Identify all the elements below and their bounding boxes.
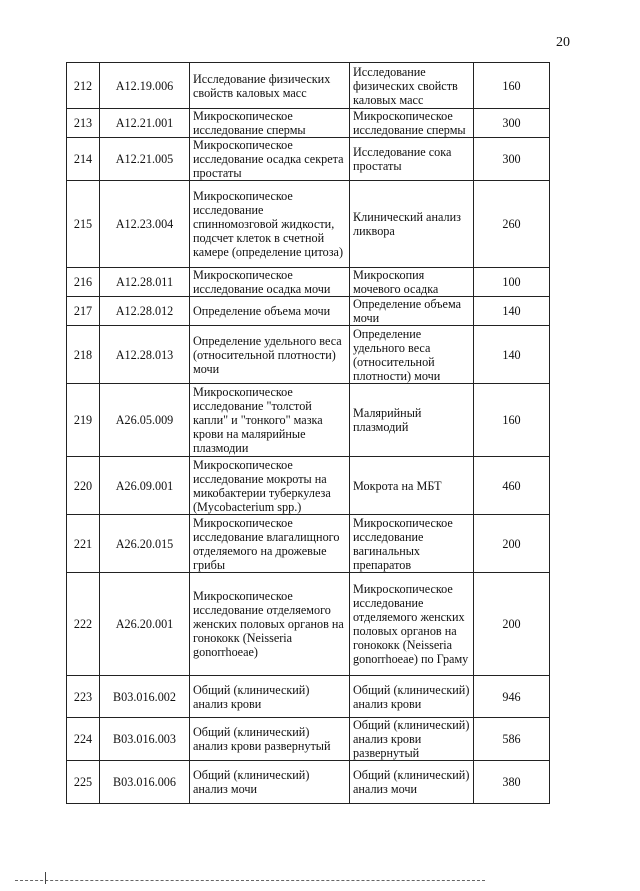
row-number: 212	[67, 63, 100, 109]
service-code: A12.23.004	[100, 181, 190, 268]
table-row	[67, 268, 550, 297]
row-number: 225	[67, 761, 100, 804]
row-number: 223	[67, 676, 100, 718]
row-number: 222	[67, 573, 100, 676]
service-name: Общий (клинический) анализ крови развернутый	[190, 718, 350, 761]
service-description: Исследование сока простаты	[350, 138, 474, 181]
service-code: A26.05.009	[100, 384, 190, 457]
service-code: A12.28.012	[100, 297, 190, 326]
table-row	[67, 63, 550, 109]
service-code: A26.09.001	[100, 457, 190, 515]
service-description: Определение объема мочи	[350, 297, 474, 326]
service-description: Определение удельного веса (относительной плотности) мочи	[350, 326, 474, 384]
service-code: A12.19.006	[100, 63, 190, 109]
service-description: Клинический анализ ликвора	[350, 181, 474, 268]
service-description: Микроскопическое исследование отделяемого женских половых органов на гонококк (Neisseria gonorrhoeae) по Граму	[350, 573, 474, 676]
row-number: 221	[67, 515, 100, 573]
service-name: Определение объема мочи	[190, 297, 350, 326]
service-description: Общий (клинический) анализ мочи	[350, 761, 474, 804]
table-row	[67, 109, 550, 138]
service-name: Общий (клинический) анализ крови	[190, 676, 350, 718]
service-price: 200	[474, 573, 550, 676]
service-code: A12.28.013	[100, 326, 190, 384]
service-price: 300	[474, 109, 550, 138]
row-number: 214	[67, 138, 100, 181]
row-number: 216	[67, 268, 100, 297]
service-code: A12.21.005	[100, 138, 190, 181]
service-price: 160	[474, 63, 550, 109]
service-price: 100	[474, 268, 550, 297]
service-description: Исследование физических свойств каловых масс	[350, 63, 474, 109]
service-code: A26.20.015	[100, 515, 190, 573]
table-row	[67, 457, 550, 515]
bottom-divider	[15, 880, 485, 881]
service-price: 300	[474, 138, 550, 181]
service-code: B03.016.006	[100, 761, 190, 804]
service-description: Общий (клинический) анализ крови	[350, 676, 474, 718]
service-code: B03.016.002	[100, 676, 190, 718]
service-price: 380	[474, 761, 550, 804]
service-name: Микроскопическое исследование мокроты на микобактерии туберкулеза (Mycobacterium spp.)	[190, 457, 350, 515]
service-description: Общий (клинический) анализ крови развернутый	[350, 718, 474, 761]
service-code: A12.28.011	[100, 268, 190, 297]
table-row	[67, 676, 550, 718]
service-description: Микроскопическое исследование вагинальных препаратов	[350, 515, 474, 573]
table-row	[67, 297, 550, 326]
page-number: 20	[556, 35, 570, 50]
row-number: 219	[67, 384, 100, 457]
row-number: 220	[67, 457, 100, 515]
row-number: 224	[67, 718, 100, 761]
price-table	[66, 62, 550, 804]
service-description: Микроскопия мочевого осадка	[350, 268, 474, 297]
service-price: 140	[474, 297, 550, 326]
table-row	[67, 573, 550, 676]
service-price: 140	[474, 326, 550, 384]
table-row	[67, 515, 550, 573]
table-row	[67, 384, 550, 457]
service-name: Определение удельного веса (относительной плотности) мочи	[190, 326, 350, 384]
service-name: Микроскопическое исследование спермы	[190, 109, 350, 138]
service-code: A26.20.001	[100, 573, 190, 676]
service-name: Микроскопическое исследование спинномозговой жидкости, подсчет клеток в счетной камере (определение цитоза)	[190, 181, 350, 268]
table-row	[67, 718, 550, 761]
row-number: 218	[67, 326, 100, 384]
table-row	[67, 138, 550, 181]
service-price: 200	[474, 515, 550, 573]
bottom-tick-mark	[45, 872, 46, 884]
service-name: Исследование физических свойств каловых масс	[190, 63, 350, 109]
service-price: 260	[474, 181, 550, 268]
service-name: Общий (клинический) анализ мочи	[190, 761, 350, 804]
service-name: Микроскопическое исследование отделяемого женских половых органов на гонококк (Neisseria gonorrhoeae)	[190, 573, 350, 676]
service-price: 460	[474, 457, 550, 515]
service-price: 160	[474, 384, 550, 457]
service-price: 946	[474, 676, 550, 718]
service-description: Микроскопическое исследование спермы	[350, 109, 474, 138]
row-number: 217	[67, 297, 100, 326]
service-name: Микроскопическое исследование осадка секрета простаты	[190, 138, 350, 181]
service-name: Микроскопическое исследование влагалищного отделяемого на дрожевые грибы	[190, 515, 350, 573]
service-price: 586	[474, 718, 550, 761]
row-number: 215	[67, 181, 100, 268]
service-name: Микроскопическое исследование осадка мочи	[190, 268, 350, 297]
row-number: 213	[67, 109, 100, 138]
service-name: Микроскопическое исследование "толстой капли" и "тонкого" мазка крови на малярийные плазмодии	[190, 384, 350, 457]
table-row	[67, 181, 550, 268]
service-code: A12.21.001	[100, 109, 190, 138]
service-code: B03.016.003	[100, 718, 190, 761]
table-row	[67, 761, 550, 804]
service-description: Мокрота на МБТ	[350, 457, 474, 515]
table-row	[67, 326, 550, 384]
service-description: Малярийный плазмодий	[350, 384, 474, 457]
